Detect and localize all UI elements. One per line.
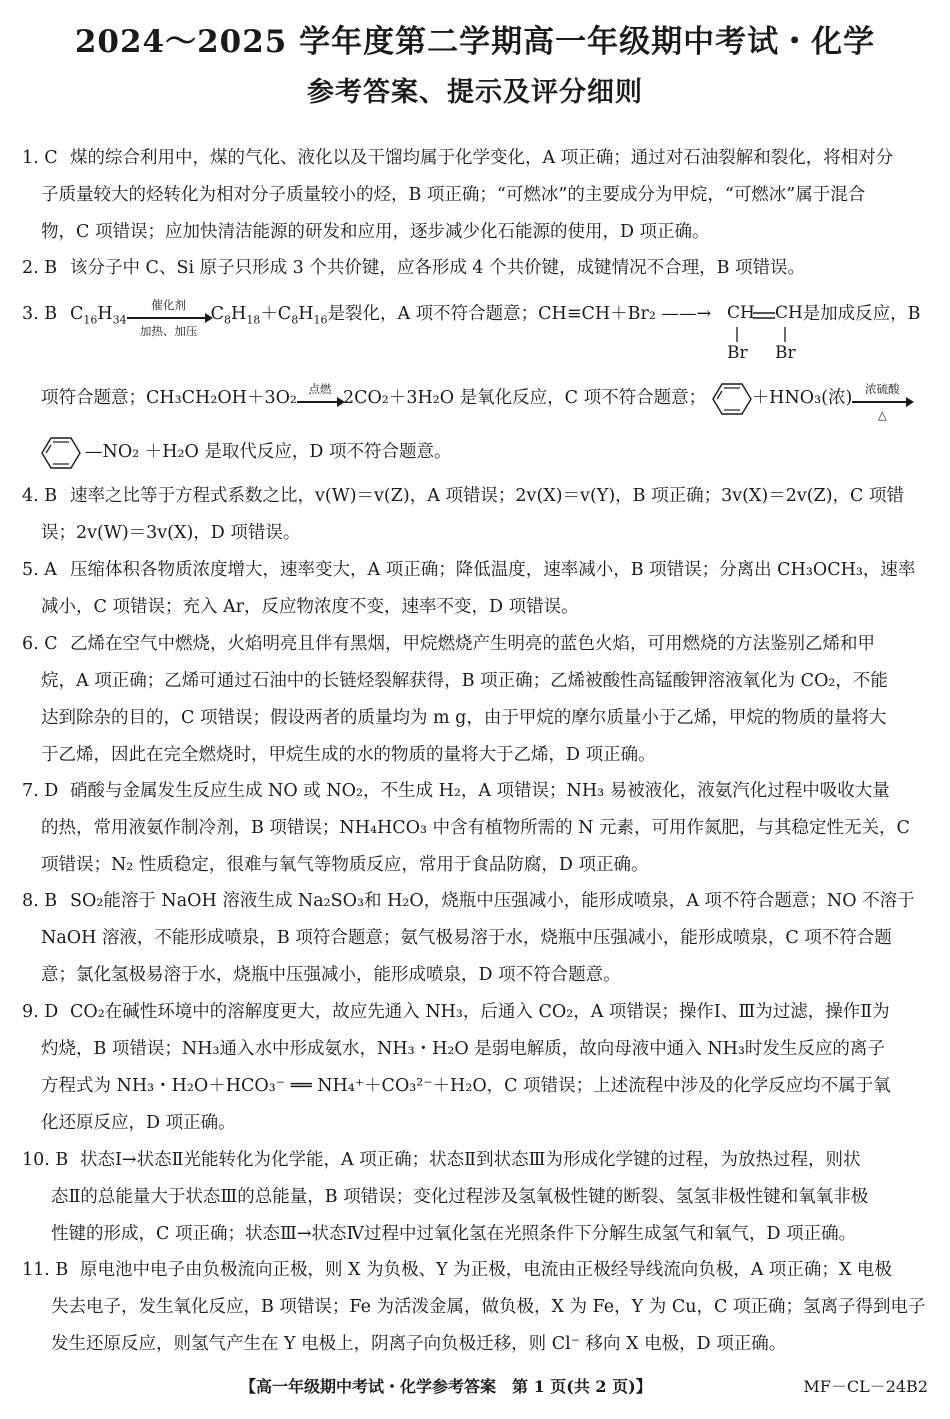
answer-label: 8. B [22,891,58,911]
condition-bottom: 加热、加压 [139,323,198,338]
answer-7 [22,773,932,884]
answer-5 [22,552,932,626]
answer-text: 化还原反应，D 项正确。 [41,1113,236,1133]
answer-text: 性键的形成，C 项正确；状态Ⅲ→状态Ⅳ过程中过氧化氢在光照条件下分解生成氢气和氧气，D 项正确。 [51,1224,857,1244]
answer-text: 硝酸与金属发生反应生成 NO 或 NO₂，不生成 H₂，A 项错误；NH₃ 易被液化，液氨汽化过程中吸收大量 [70,781,890,801]
answer-text: CO₂在碱性环境中的溶解度更大，故应先通入 NH₃，后通入 CO₂，A 项错误；操作Ⅰ、Ⅲ为过滤，操作Ⅱ为 [70,1002,890,1022]
footer-code: MF－CL－24B2 [803,1377,928,1396]
reaction-arrow [297,381,343,403]
answer-1 [22,140,932,251]
answer-label: 9. D [22,1002,59,1022]
answer-text: 发生还原反应，则氢气产生在 Y 电极上，阴离子向负极迁移，则 Cl⁻ 移向 X 电极，D 项正确。 [51,1334,787,1354]
answer-label: 4. B [22,486,58,506]
answer-4 [22,478,932,552]
answer-text: 子质量较大的烃转化为相对分子质量较小的烃，B 项正确；“可燃冰”的主要成分为甲烷，“可燃冰”属于混合 [41,185,866,205]
condition-top: 点燃 [308,381,332,396]
answer-label: 5. A [22,560,57,580]
answer-3-cont [22,380,932,422]
formula: $C_8H_{18}+C_8H_{16}$ [210,304,328,327]
answer-label: 7. D [22,781,59,801]
answer-10 [22,1142,932,1253]
answer-text: 减小，C 项错误；充入 Ar，反应物浓度不变，速率不变，D 项错误。 [41,597,579,617]
answer-3-end [22,434,932,471]
condition-top: 催化剂 [151,297,186,312]
answer-text: 达到除杂的目的，C 项错误；假设两者的质量均为 m g，由于甲烷的摩尔质量小于乙烯，甲烷的物质的量将大 [41,708,887,728]
answer-text: 煤的综合利用中，煤的气化、液化以及干馏均属于化学变化，A 项正确；通过对石油裂解和裂化，将相对分 [70,148,894,168]
answer-text: SO₂能溶于 NaOH 溶液生成 Na₂SO₃和 H₂O，烧瓶中压强减小，能形成喷泉，A 项不符合题意；NO 不溶于 [70,891,915,911]
answer-label: 3. B [22,304,58,324]
answer-text: ＋HNO₃(浓) [751,388,853,408]
answer-11 [22,1252,932,1363]
answer-label: 11. B [22,1260,69,1280]
answer-text: 状态Ⅰ→状态Ⅱ光能转化为化学能，A 项正确；状态Ⅱ到状态Ⅲ为形成化学键的过程，为放热过程，则状 [80,1150,861,1170]
answer-text: 烷，A 项正确；乙烯可通过石油中的长链烃裂解获得，B 项正确；乙烯被酸性高锰酸钾溶液氧化为 CO₂，不能 [41,671,888,691]
answer-label: 10. B [22,1150,69,1170]
answer-text: 失去电子，发生氧化反应，B 项错误；Fe 为活泼金属，做负极，X 为 Fe，Y 为 Cu，C 项正确；氢离子得到电子 [51,1297,926,1317]
bromine-label: Br [727,343,748,363]
reaction-arrow [127,297,211,338]
answer-text: 意；氯化氢极易溶于水，烧瓶中压强减小，能形成喷泉，D 项不符合题意。 [41,965,621,985]
dibromoethane-structure: CH CH Br Br [727,303,803,363]
answer-label: 2. B [22,258,58,278]
answer-text: 2CO₂＋3H₂O 是氧化反应，C 项不符合题意； [342,388,707,408]
double-bond-icon [753,312,775,320]
answer-text: —NO₂ ＋H₂O 是取代反应，D 项不符合题意。 [85,442,452,462]
benzene-ring-icon [41,436,85,470]
answer-text: 项错误；N₂ 性质稳定，很难与氧气等物质反应，常用于食品防腐，D 项正确。 [41,855,649,875]
answer-2 [22,250,932,287]
answer-text: 误；2v(W)＝3v(X)，D 项错误。 [41,523,301,543]
condition-top: 浓硫酸 [865,381,900,396]
answer-text: 乙烯在空气中燃烧，火焰明亮且伴有黑烟，甲烷燃烧产生明亮的蓝色火焰，可用燃烧的方法鉴别乙烯和甲 [70,634,875,654]
answer-text: 原电池中电子由负极流向正极，则 X 为负极、Y 为正极，电流由正极经导线流向负极，A 项正确；X 电极 [80,1260,892,1280]
answer-text: 态Ⅱ的总能量大于状态Ⅲ的总能量，B 项错误；变化过程涉及氢氧极性键的断裂、氢氢非极性键和氧氧非极 [51,1187,869,1207]
answer-label: 1. C [22,148,58,168]
bond-lines-icon [736,327,786,343]
footer-page-info: 【高一年级期中考试・化学参考答案 第 1 页(共 2 页)】 [240,1377,652,1396]
answer-9 [22,994,932,1142]
answer-text: 于乙烯，因此在完全燃烧时，甲烷生成的水的物质的量将大于乙烯，D 项正确。 [41,745,656,765]
benzene-ring-icon [712,382,752,416]
page-subtitle: 参考答案、提示及评分细则 [307,77,643,108]
answer-text: 灼烧，B 项错误；NH₃通入水中形成氨水，NH₃・H₂O 是弱电解质，故向母液中通入 NH₃时发生反应的离子 [41,1039,885,1059]
answer-text: 速率之比等于方程式系数之比，v(W)＝v(Z)，A 项错误；2v(X)＝v(Y)，B 项正确；3v(X)＝2v(Z)，C 项错 [70,486,904,506]
answer-label: 6. C [22,634,58,654]
answer-6 [22,626,932,774]
answer-text: 该分子中 C、Si 原子只形成 3 个共价键，应各形成 4 个共价键，成键情况不合理，B 项错误。 [70,258,806,278]
answer-text: 的热，常用液氨作制冷剂，B 项错误；NH₄HCO₃ 中含有植物所需的 N 元素，可用作氮肥，与其稳定性无关，C [41,818,910,838]
reaction-arrow [852,381,912,422]
condition-bottom: △ [877,407,887,422]
bromine-label: Br [775,343,796,363]
page-title: 2024～2025 学年度第二学期高一年级期中考试・化学 [74,24,876,60]
answer-text: 物，C 项错误；应加快清洁能源的研发和应用，逐步减少化石能源的使用，D 项正确。 [41,222,710,242]
answer-text: 项符合题意；CH₃CH₂OH＋3O₂ [41,388,297,408]
answer-text: 是裂化，A 项不符合题意；CH≡CH＋Br₂ ——→ [327,304,712,324]
answer-8 [22,883,932,994]
answer-text: 是加成反应，B [802,304,921,324]
answer-text: NaOH 溶液，不能形成喷泉，B 项符合题意；氨气极易溶于水，烧瓶中压强减小，能形成喷泉，C 项不符合题 [41,928,892,948]
formula: $C_{16}H_{34}$ [70,304,127,327]
answer-text: 压缩体积各物质浓度增大，速率变大，A 项正确；降低温度，速率减小，B 项错误；分离出 CH₃OCH₃，速率 [70,560,916,580]
answer-text: 方程式为 NH₃・H₂O＋HCO₃⁻ ══ NH₄⁺＋CO₃²⁻＋H₂O，C 项错误；上述流程中涉及的化学反应均不属于氧 [41,1076,891,1096]
